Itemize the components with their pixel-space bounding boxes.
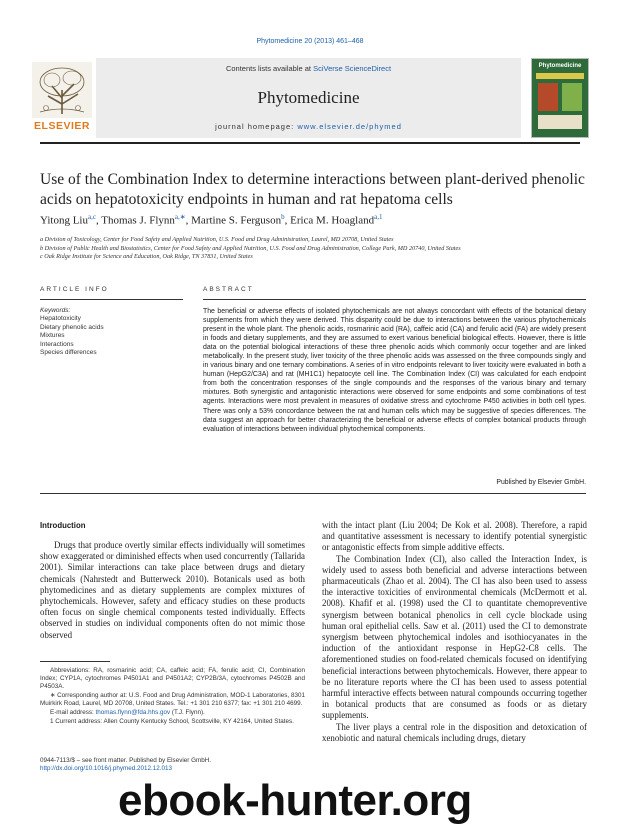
footnotes [40,667,305,727]
contents-line [96,64,521,73]
abstract-text: The beneficial or adverse effects of isolated phytochemicals are not always concordant with effects of the botanical dietary supplements from which they were derived. This disparity could be due to interactions between the various phytochemicals present in the whole plant. The phenolic acids, rosmarinic acid (RA), caffeic acid (CA) and ferulic acid (FA) are widely present in foods and dietary supplements, and they are assumed to exert various beneficial biological effects. However, there is little data on the potential biological interactions of these three phenolic acids which commonly occur together and are linked metabolically. In the present study, liver toxicity of the three phenolic acids was assessed on the three compounds singly and in various binary and one ternary combinations. A series of in vitro endpoints relevant to liver toxicity were evaluated in both a human (HepG2/C3A) and rat (MH1C1) hepatocyte cell line. The Combination Index (CI) was calculated for each endpoint from both the concentration responses of the single compounds and the responses of the various binary and ternary mixtures. Both synergistic and antagonistic interactions were observed for some endpoints and some combinations of test agents. Interactions were most prevalent in measures of oxidative stress and cytochrome P450 activities in both cell types. There was only a 53% concordance between the rat and human cells which may be suggestive of species differences. The data suggest an approach for better characterizing the beneficial or adverse effects of complex botanical products through evaluation of interactions between individual phytochemical components. [203,308,586,433]
sciencedirect-link[interactable]: SciVerse ScienceDirect [313,64,392,73]
affiliation-b: b Division of Public Health and Biostatistics, Center for Food Safety and Applied Nutrition, U.S. Food and Drug Administration, College Park, MD 20740, United States [40,244,461,252]
affiliation-c: c Oak Ridge Institute for Science and Education, Oak Ridge, TN 37831, United States [40,253,253,260]
abstract-bottom-rule [40,493,586,494]
doi-link[interactable]: http://dx.doi.org/10.1016/j.phymed.2012.12.013 [40,765,172,772]
author-name: Yitong Liu [40,214,88,227]
journal-cover-thumbnail[interactable] [531,58,589,138]
footnote-abbreviations: Abbreviations: RA, rosmarinic acid; CA, caffeic acid; FA, ferulic acid; CI, Combination Index; CYP1A, cytochromes P4501A1 and P4501A2; CYP2B/3A, cytochromes P4502B and P4503A. [40,667,305,690]
footnote-current-address: 1 Current address: Allen County Kentucky School, Scottsville, KY 42164, United States. [50,718,294,725]
article-info-heading: ARTICLE INFO [40,286,109,293]
email-label: E-mail address: [50,709,96,716]
body-column-right [322,520,587,744]
cover-art-icon [536,73,584,133]
keywords-label: Keywords: [40,307,71,314]
keyword: Interactions [40,340,74,348]
keyword: Mixtures [40,332,65,340]
introduction-heading: Introduction [40,521,86,530]
article-info-rule [40,299,183,300]
author-affil-sup[interactable]: a,c [87,213,96,221]
body-paragraph: with the intact plant (Liu 2004; De Kok et al. 2008). Therefore, a rapid and quantitative assessment is necessary to identify potential synergistic or antagonistic effects from simple additive effects. [322,520,587,553]
watermark-text: ebook-hunter.org [118,776,472,825]
contents-prefix: Contents lists available at [225,64,314,73]
affiliation-a: a Division of Toxicology, Center for Food Safety and Applied Nutrition, U.S. Food and Drug Administration, Laurel, MD 20708, United States [40,236,394,243]
keywords-block [40,307,180,357]
keyword: Dietary phenolic acids [40,323,104,331]
author-sep: , [185,214,192,227]
issn-block [40,757,305,773]
header-rule [40,142,580,144]
body-paragraph: Drugs that produce overtly similar effects individually will sometimes show exaggerated or diminished effects when used concurrently (Tallarida 2001). Similar interactions can take place between drugs and dietary chemicals (Nahrstedt and Butterweck 2010). Botanicals used as both phytomedicines and as dietary supplements are complex mixtures of phytochemicals. However, safety and efficacy studies on these products often focus on single chemical components tested individually. Effects observed in studies on individual components often do not mimic those observed [40,540,305,640]
author-affil-sup[interactable]: a,1 [374,213,383,221]
published-by: Published by Elsevier GmbH. [496,479,586,486]
body-paragraph: The liver plays a central role in the disposition and detoxication of xenobiotic and natural chemicals including drugs, dietary [322,721,587,743]
keyword: Species differences [40,349,97,357]
author-sep: , [284,214,291,227]
journal-homepage [96,122,521,131]
author-sep: , [95,214,102,227]
footnote-email [40,709,305,717]
email-suffix: (T.J. Flynn). [170,709,205,716]
author-name: Martine S. Ferguson [191,214,282,227]
cover-title: Phytomedicine [538,63,582,69]
author-affil-sup[interactable]: a,∗ [174,213,186,221]
issn-line: 0944-7113/$ – see front matter. Published by Elsevier GmbH. [40,757,212,764]
author-affil-sup[interactable]: b [281,213,285,221]
footnote-corresponding: ∗ Corresponding author at: U.S. Food and Drug Administration, MOD-1 Laboratories, 8301 Muirkirk Road, Laurel, MD 20708, United States. Tel.: +1 301 210 6377; fax: +1 301 210 4699. [40,692,305,707]
elsevier-wordmark: ELSEVIER [34,120,90,132]
journal-reference[interactable]: Phytomedicine 20 (2013) 461–468 [256,38,364,45]
journal-name: Phytomedicine [257,88,360,107]
footnote-rule [40,661,110,662]
homepage-prefix: journal homepage: [215,122,298,131]
author-name: Erica M. Hoagland [290,214,375,227]
article-title: Use of the Combination Index to determine interactions between plant-derived phenolic acids on hepatotoxicity endpoints in human and rat hepatoma cells [40,171,585,208]
abstract-rule [203,299,586,300]
author-name: Thomas J. Flynn [101,214,175,227]
body-column-left [40,540,305,641]
keyword: Hepatotoxicity [40,315,81,323]
homepage-link[interactable]: www.elsevier.de/phymed [297,122,402,131]
email-link[interactable]: thomas.flynn@fda.hhs.gov [95,709,171,716]
body-paragraph: The Combination Index (CI), also called the Interaction Index, is widely used to assess both beneficial and adverse interactions between pharmaceuticals (Zhao et al. 2004). The CI has also been used to assess the interactive toxicities of environmental chemicals (McDermott et al. 2008). Khafif et al. (1998) used the CI to quantitate chemopreventive synergism between botanical phenolics in cell cycle blockade using human oral epithelial cells. Saw et al. (2011) used the CI to demonstrate synergism between phytochemical indoles and isothiocyanates in the induction of the antioxidant response in HepG2-C8 cells. The aforementioned studies on food-related chemicals focused on identifying beneficial interactions between phytochemicals. However, there appear to be no literature reports where the CI has been used to assess potential harmful interactive effects between natural compounds occurring together in botanical products that are consumed as foods or as dietary supplements. [322,553,587,721]
author-list [40,213,585,227]
abstract-heading: ABSTRACT [203,286,254,293]
